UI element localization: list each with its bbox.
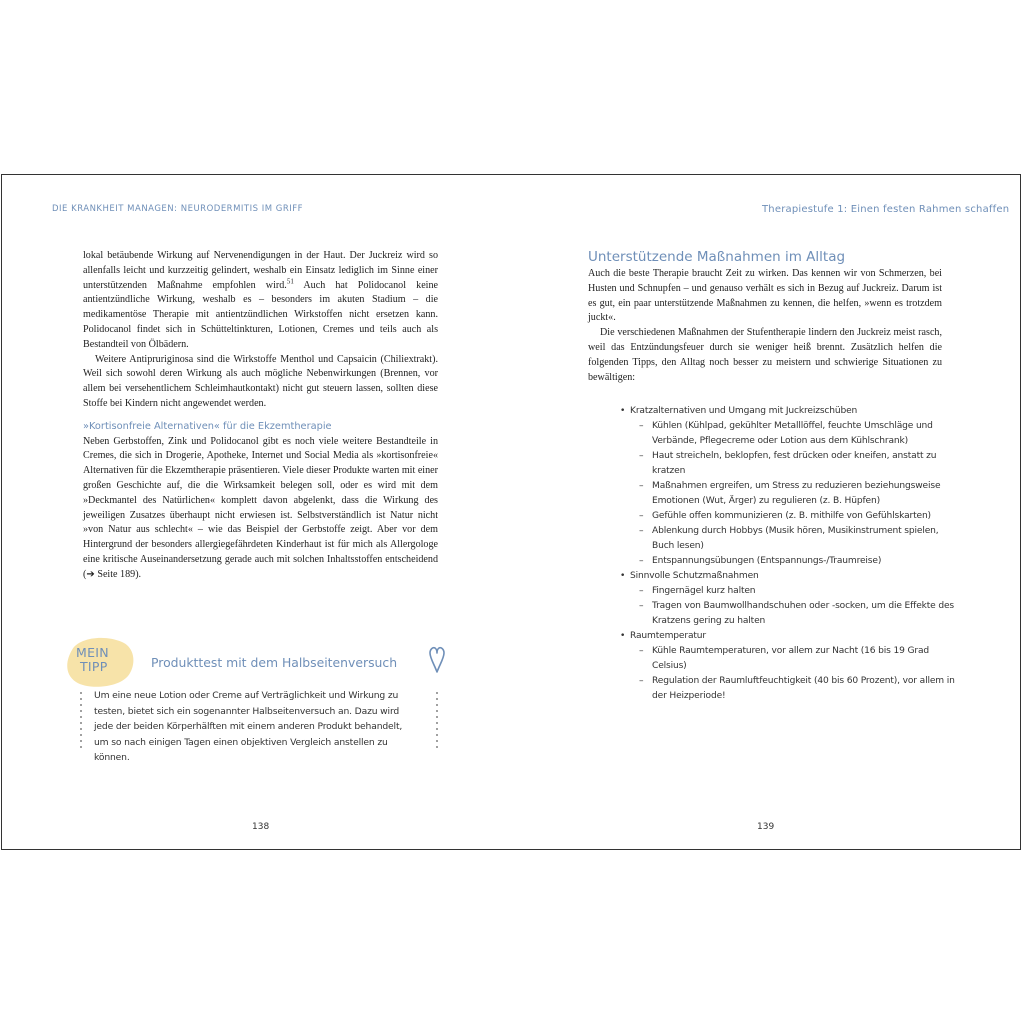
list-item: • Kratzalternativen und Umgang mit Juckreizschüben – Kühlen (Kühlpad, gekühlter Metalllöffel, feuchte Umschläge und Verbände, Pflegecreme oder Lotion aus dem Kühlschrank) – Haut streicheln, beklopfen, fest drücken oder kneifen, anstatt zu kratzen – Maßnahmen ergreifen, um Stress zu reduzieren beziehungsweise Emotionen (Wut, Ärger) zu regulieren (z. B. Hüpfen) – Gefühle offen kommunizieren (z. B. mithilfe von Gefühlskarten) – Ablenkung durch Hobbys (Musik hören, Musikinstrument spielen, Buch lesen) – Entspannungsübungen (Entspannungs-/Traumreise)	[620, 404, 960, 569]
tip-badge-label: MEIN TIPP	[76, 645, 109, 674]
running-header-right: Therapiestufe 1: Einen festen Rahmen schaffen	[762, 204, 1010, 215]
footnote-ref: 51	[286, 277, 294, 286]
list-subitem: – Fingernägel kurz halten	[630, 584, 960, 599]
list-subitem: – Kühlen (Kühlpad, gekühlter Metalllöffel, feuchte Umschläge und Verbände, Pflegecreme oder Lotion aus dem Kühlschrank)	[630, 419, 960, 449]
paragraph: Die verschiedenen Maßnahmen der Stufentherapie lindern den Juckreiz meist rasch, weil das Entzündungsfeuer durch sie weniger heiß brennt. Zusätzlich helfen die folgenden Tipps, den Alltag noch besser zu meistern und schwierige Situationen zu bewältigen:	[588, 327, 942, 383]
list-subitem: – Gefühle offen kommunizieren (z. B. mithilfe von Gefühlskarten)	[630, 509, 960, 524]
tip-title: Produkttest mit dem Halbseitenversuch	[151, 655, 398, 670]
list-subitem: – Regulation der Raumluftfeuchtigkeit (40 bis 60 Prozent), vor allem in der Heizperiode!	[630, 674, 960, 704]
list-subitem: – Haut streicheln, beklopfen, fest drücken oder kneifen, anstatt zu kratzen	[630, 449, 960, 479]
heart-icon	[428, 646, 446, 674]
list-subitem: – Entspannungsübungen (Entspannungs-/Traumreise)	[630, 554, 960, 569]
list-subitem: – Kühle Raumtemperaturen, vor allem zur Nacht (16 bis 19 Grad Celsius)	[630, 644, 960, 674]
paragraph: Neben Gerbstoffen, Zink und Polidocanol gibt es noch viele weitere Bestandteile in Cremes, die sich in Drogerie, Apotheke, Internet und Social Media als »kortisonfreie« Alternativen für die Ekzemtherapie präsentieren. Viele dieser Produkte warten mit einer großen Geschichte auf, die die Wirksamkeit belegen soll, oder es wird mit dem »Deckmantel des Natürlichen« komplett davon abgelenkt, dass die Wirkung des jeweiligen Zusatzes überhaupt nicht erwiesen ist. Selbstverständlich ist Natur nicht »von Natur aus schlecht« – wie das Beispiel der Gerbstoffe zeigt. Aber vor dem Hintergrund der besonders allergiegefährdeten Kinderhaut ist für mich als Allergologe eine kritische Auseinandersetzung gerade auch mit solchen Inhaltsstoffen entscheidend (➔ Seite 189).	[83, 435, 438, 580]
right-page-text	[588, 248, 942, 385]
list-subitem: – Maßnahmen ergreifen, um Stress zu reduzieren beziehungsweise Emotionen (Wut, Ärger) zu regulieren (z. B. Hüpfen)	[630, 479, 960, 509]
list-item: • Sinnvolle Schutzmaßnahmen – Fingernägel kurz halten – Tragen von Baumwollhandschuhen oder -socken, um die Effekte des Kratzens gering zu halten	[620, 569, 960, 629]
tips-list	[620, 404, 960, 704]
tip-border-right	[436, 690, 438, 750]
section-heading: Unterstützende Maßnahmen im Alltag	[588, 249, 846, 265]
list-item: • Raumtemperatur – Kühle Raumtemperaturen, vor allem zur Nacht (16 bis 19 Grad Celsius) – Regulation der Raumluftfeuchtigkeit (40 bis 60 Prozent), vor allem in der Heizperiode!	[620, 629, 960, 704]
page-number-left: 138	[252, 822, 270, 832]
paragraph: Auch die beste Therapie braucht Zeit zu wirken. Das kennen wir von Schmerzen, bei Husten und Schnupfen – und genauso verhält es sich in Bezug auf Juckreiz. Darum ist es gut, ein paar unterstützende Maßnahmen zu kennen, die helfen, »wenn es trotzdem juckt«.	[588, 268, 942, 324]
left-page-text	[83, 249, 438, 583]
tip-body: Um eine neue Lotion oder Creme auf Verträglichkeit und Wirkung zu testen, bietet sich ein sogenannter Halbseitenversuch an. Dazu wird jede der beiden Körperhälften mit einem anderen Produkt behandelt, um so nach einigen Tagen einen objektiven Vergleich anstellen zu können.	[94, 690, 403, 764]
tip-border-left	[80, 690, 82, 750]
running-header-left: DIE KRANKHEIT MANAGEN: NEURODERMITIS IM GRIFF	[52, 204, 304, 214]
list-subitem: – Ablenkung durch Hobbys (Musik hören, Musikinstrument spielen, Buch lesen)	[630, 524, 960, 554]
paragraph: lokal betäubende Wirkung auf Nervenendigungen in der Haut. Der Juckreiz wird so allenfalls leicht und kurzzeitig gelindert, weshalb ein Einsatz lediglich im Sinne einer unterstützenden Maßnahme empfohlen wird.$^{51}$ Auch hat Polidocanol keine antientzündliche Wirkung, weshalb es – besonders im akuten Stadium – die medikamentöse Therapie mit antientzündlichen Wirkstoffen nicht ersetzen kann. Polidocanol findet sich in Schütteltinkturen, Lotionen, Cremes und teils auch als Bestandteil von Ölbädern.	[83, 250, 439, 350]
paragraph: Weitere Antipruriginosa sind die Wirkstoffe Menthol und Capsaicin (Chiliextrakt). Weil sich sowohl deren Wirkung als auch mögliche Nebenwirkungen (Brennen, vor allem bei versehentlichem Schleimhautkontakt) nicht gut steuern lassen, sollten diese Stoffe bei Kindern nicht angewendet werden.	[83, 353, 438, 409]
page-number-right: 139	[757, 822, 775, 832]
subheading: »Kortisonfreie Alternativen« für die Ekzemtherapie	[83, 420, 332, 432]
tip-badge	[64, 636, 136, 688]
list-subitem: – Tragen von Baumwollhandschuhen oder -socken, um die Effekte des Kratzens gering zu halten	[630, 599, 960, 629]
